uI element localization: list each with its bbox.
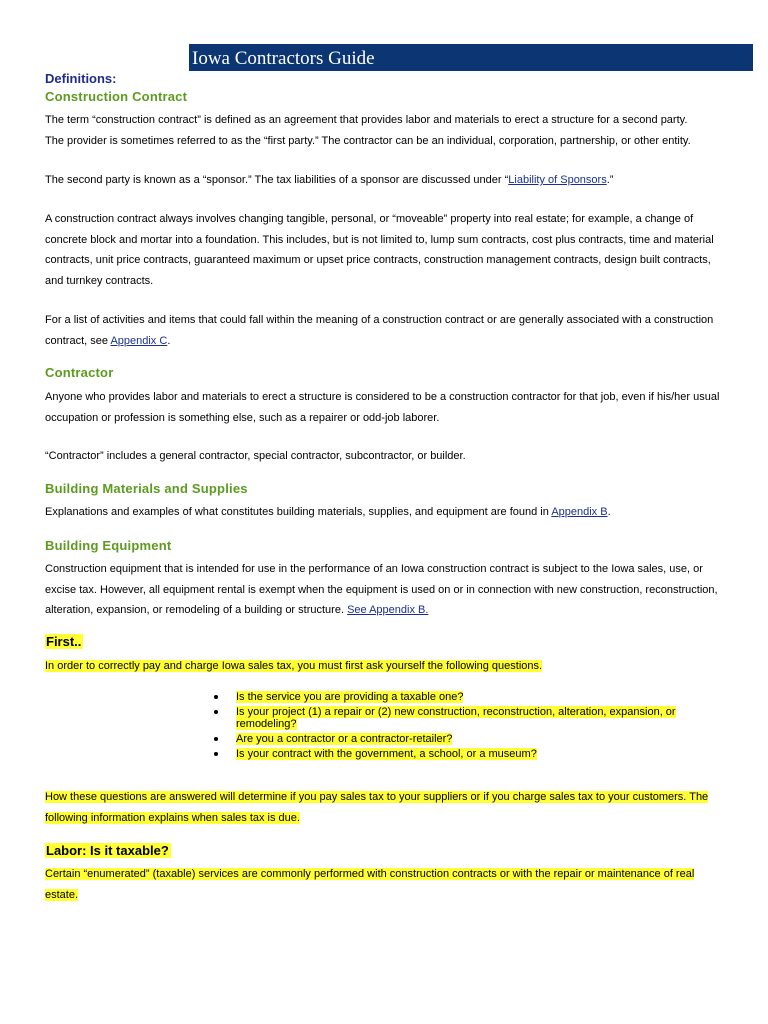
highlighted-text: In order to correctly pay and charge Iowa sales tax, you must first ask yourself the following questions. (45, 660, 543, 672)
building-materials-paragraph (45, 502, 725, 523)
bullet-icon (214, 737, 218, 741)
paragraph-text: Explanations and examples of what constitutes building materials, supplies, and equipment are found in (45, 506, 552, 518)
labor-heading: Labor: Is it taxable? (46, 843, 169, 858)
building-equipment-paragraph (45, 559, 725, 621)
paragraph-text: .” (606, 174, 614, 186)
paragraph-text: . (607, 506, 611, 518)
list-item (212, 733, 712, 745)
paragraph-line: The term “construction contract” is defined as an agreement that provides labor and materials to erect a structure for a second party. (45, 114, 688, 126)
first-heading: First.. (46, 634, 82, 649)
building-materials-heading: Building Materials and Supplies (45, 481, 248, 496)
paragraph-line: The provider is sometimes referred to as the “first party.” The contractor can be an individual, corporation, partnership, or other entity. (45, 134, 691, 147)
question-text: Is your project (1) a repair or (2) new construction, reconstruction, alteration, expansion, or remodeling? (236, 706, 676, 730)
appendix-c-paragraph (45, 310, 725, 351)
list-item (212, 706, 712, 730)
contractor-paragraph-1: Anyone who provides labor and materials to erect a structure is considered to be a construction contractor for that job, even if his/her usual occupation or profession is something else, such as a repairer or odd-job laborer. (45, 391, 720, 424)
contractor-heading: Contractor (45, 365, 114, 380)
labor-paragraph (45, 864, 725, 905)
bullet-icon (214, 710, 218, 714)
bullet-icon (214, 695, 218, 699)
list-item (212, 748, 712, 760)
paragraph-text: For a list of activities and items that could fall within the meaning of a construction contract or are generally associated with a construction contract, see (45, 314, 714, 347)
first-intro-paragraph (45, 656, 725, 677)
question-text: Are you a contractor or a contractor-retailer? (236, 733, 453, 745)
construction-contract-heading: Construction Contract (45, 89, 188, 104)
liability-of-sponsors-link[interactable]: Liability of Sponsors (508, 174, 607, 186)
bullet-icon (214, 752, 218, 756)
first-outro-paragraph (45, 787, 725, 828)
questions-list (212, 691, 712, 763)
labor-heading-wrap (45, 842, 171, 860)
document-title-banner: Iowa Contractors Guide (189, 44, 753, 71)
sponsor-paragraph (45, 170, 725, 191)
first-heading-wrap (45, 633, 83, 651)
list-item (212, 691, 712, 703)
construction-contract-paragraph-3: A construction contract always involves changing tangible, personal, or “moveable” property into real estate; for example, a change of concrete block and mortar into a foundation. This includes, but is not limited to, lump sum contracts, cost plus contracts, time and material contracts, unit price contracts, guaranteed maximum or upset price contracts, construction management contracts, design built contracts, and turnkey contracts. (45, 213, 714, 287)
appendix-b-link[interactable]: Appendix B (551, 506, 608, 518)
see-appendix-b-link[interactable]: See Appendix B. (347, 604, 429, 616)
highlighted-text: How these questions are answered will determine if you pay sales tax to your suppliers or if you charge sales tax to your customers. The following information explains when sales tax is due. (45, 791, 709, 824)
construction-contract-paragraph-1 (45, 110, 725, 151)
building-equipment-heading: Building Equipment (45, 538, 172, 553)
question-text: Is the service you are providing a taxable one? (236, 691, 464, 703)
appendix-c-link[interactable]: Appendix C (110, 334, 168, 347)
question-text: Is your contract with the government, a school, or a museum? (236, 748, 537, 760)
definitions-heading: Definitions: (45, 71, 117, 86)
paragraph-text: The second party is known as a “sponsor.” The tax liabilities of a sponsor are discussed under “ (45, 174, 509, 186)
highlighted-text: Certain “enumerated” (taxable) services are commonly performed with construction contracts or with the repair or maintenance of real estate. (45, 868, 695, 901)
contractor-paragraph-2: “Contractor” includes a general contractor, special contractor, subcontractor, or builder. (45, 450, 466, 462)
paragraph-text: . (167, 334, 171, 347)
paragraph-text: Construction equipment that is intended for use in the performance of an Iowa construction contract is subject to the Iowa sales, use, or excise tax. However, all equipment rental is exempt when the equipment is used on or in connection with new construction, reconstruction, alteration, expansion, or remodeling of a building or structure. (45, 563, 718, 616)
